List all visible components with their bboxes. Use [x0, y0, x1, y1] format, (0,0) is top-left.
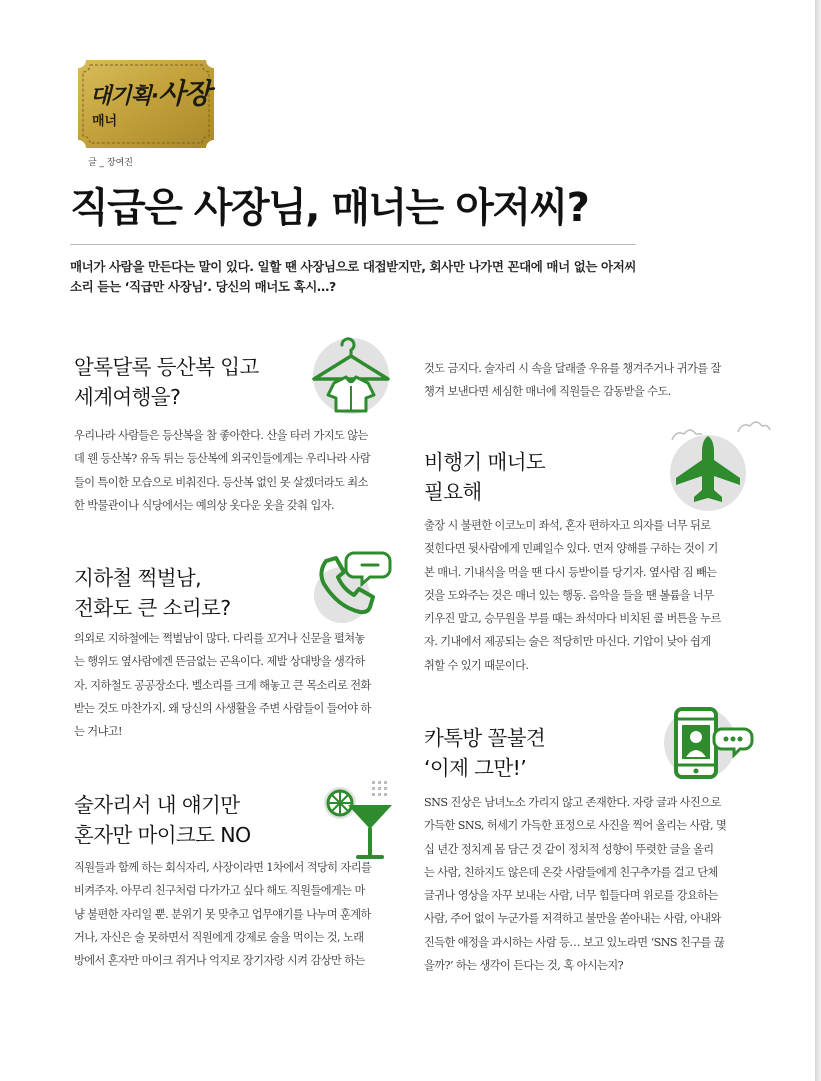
section-heading-subway: 지하철 쩍벌남, 전화도 큰 소리로?: [74, 566, 231, 620]
hanger-clothes-icon: [306, 331, 396, 425]
section-heading-hiking: 알록달록 등산복 입고 세계여행을?: [74, 355, 259, 409]
badge-title: 대기획·사장: [90, 77, 211, 110]
cocktail-icon: [318, 775, 398, 869]
page-edge: [815, 0, 821, 1081]
phone-speech-icon: [308, 545, 398, 629]
section-body-kakao: SNS 진상은 남녀노소 가리지 않고 존재한다. 자랑 글과 사진으로 가득한 SNS, 허세기 가득한 표정으로 사진을 찍어 올리는 사람, 몇 십 년간 정치계 몸 담근 것 같이 정치적 성향이 뚜렷한 글을 올리 는 사람, 친하지도 않은데 온갖 사람들에게 친구추가를 걸고 단체 글귀나 영상을 자꾸 보내는 사람, 너무 힘들다며 위로를 강요하는 사람, 주어 없이 누군가를 저격하고 불만을 쏟아내는 사람, 아내와 진득한 애정을 과시하는 사람 등… 보고 있노라면 ‘SNS 친구를 끊 을까?’ 하는 생각이 든다는 것, 혹 아시는지?: [424, 796, 727, 973]
badge-subtitle: 매너: [92, 114, 118, 129]
smartphone-chat-icon: [660, 703, 760, 787]
section-body-drinking-continued: 것도 금지다. 술자리 시 속을 달래줄 우유를 챙겨주거나 귀가를 잘 챙겨 보낸다면 세심한 매너에 직원들은 감동받을 수도.: [424, 362, 721, 399]
lead-paragraph: 매너가 사람을 만든다는 말이 있다. 일할 땐 사장님으로 대접받지만, 회사만 나가면 꼰대에 매너 없는 아저씨 소리 듣는 ‘직급만 사장님’. 당신의 매너도 혹시…?: [70, 259, 637, 294]
page-title: 직급은 사장님, 매너는 아저씨?: [70, 185, 589, 231]
section-heading-drinking: 술자리서 내 얘기만 혼자만 마이크도 NO: [74, 793, 251, 847]
section-body-hiking: 우리나라 사람들은 등산복을 참 좋아한다. 산을 타러 가지도 않는 데 웬 등산복? 유독 튀는 등산복에 외국인들에게는 우리나라 사람 들이 특이한 모습으로 비춰진다. 등산복 없인 못 살겠더라도 최소 한 박물관이나 식당에서는 예의상 옷다운 옷을 갖춰 입자.: [74, 429, 371, 512]
section-heading-kakao: 카톡방 꼴불견 ‘이제 그만!’: [424, 726, 546, 780]
byline: 글 _ 장여진: [88, 158, 133, 168]
airplane-icon: [660, 418, 780, 517]
section-heading-airplane: 비행기 매너도 필요해: [424, 450, 546, 504]
section-body-subway: 의외로 지하철에는 쩍벌남이 많다. 다리를 꼬거나 신문을 펼쳐놓 는 행위도 옆사람에겐 뜬금없는 곤욕이다. 제발 상대방을 생각하 자. 지하철도 공공장소다. 벨소리를 크게 해놓고 큰 목소리로 전화 받는 것도 마찬가지. 왜 당신의 사생활을 주변 사람들이 들어야 하 는 거냐고!: [74, 632, 371, 739]
section-body-airplane: 출장 시 불편한 이코노미 좌석, 혼자 편하자고 의자를 너무 뒤로 젖힌다면 뒷사람에게 민폐일수 있다. 먼저 양해를 구하는 것이 기 본 매너. 기내식을 먹을 땐 다시 등받이를 당기자. 옆사람 짐 빼는 것을 도와주는 것은 매너 있는 행동. 음악을 들을 땐 볼륨을 너무 키우진 말고, 승무원을 부를 때는 좌석마다 비치된 콜 버튼을 누르 자. 기내에서 제공되는 술은 적당히만 마신다. 기압이 낮아 쉽게 취할 수 있기 때문이다.: [424, 519, 721, 672]
section-body-drinking: 직원들과 함께 하는 회식자리, 사장이라면 1차에서 적당히 자리를 비켜주자. 아무리 친구처럼 다가가고 싶다 해도 직원들에게는 마 냥 불편한 자리일 뿐. 분위기 못 맞추고 업무얘기를 나누며 훈계하 거나, 자신은 술 못하면서 직원에게 강제로 술을 먹이는 것, 노래 방에서 혼자만 마이크 쥐거나 억지로 장기자랑 시켜 감상만 하는: [74, 861, 372, 968]
section-badge: [78, 60, 214, 148]
title-divider: [70, 244, 636, 245]
